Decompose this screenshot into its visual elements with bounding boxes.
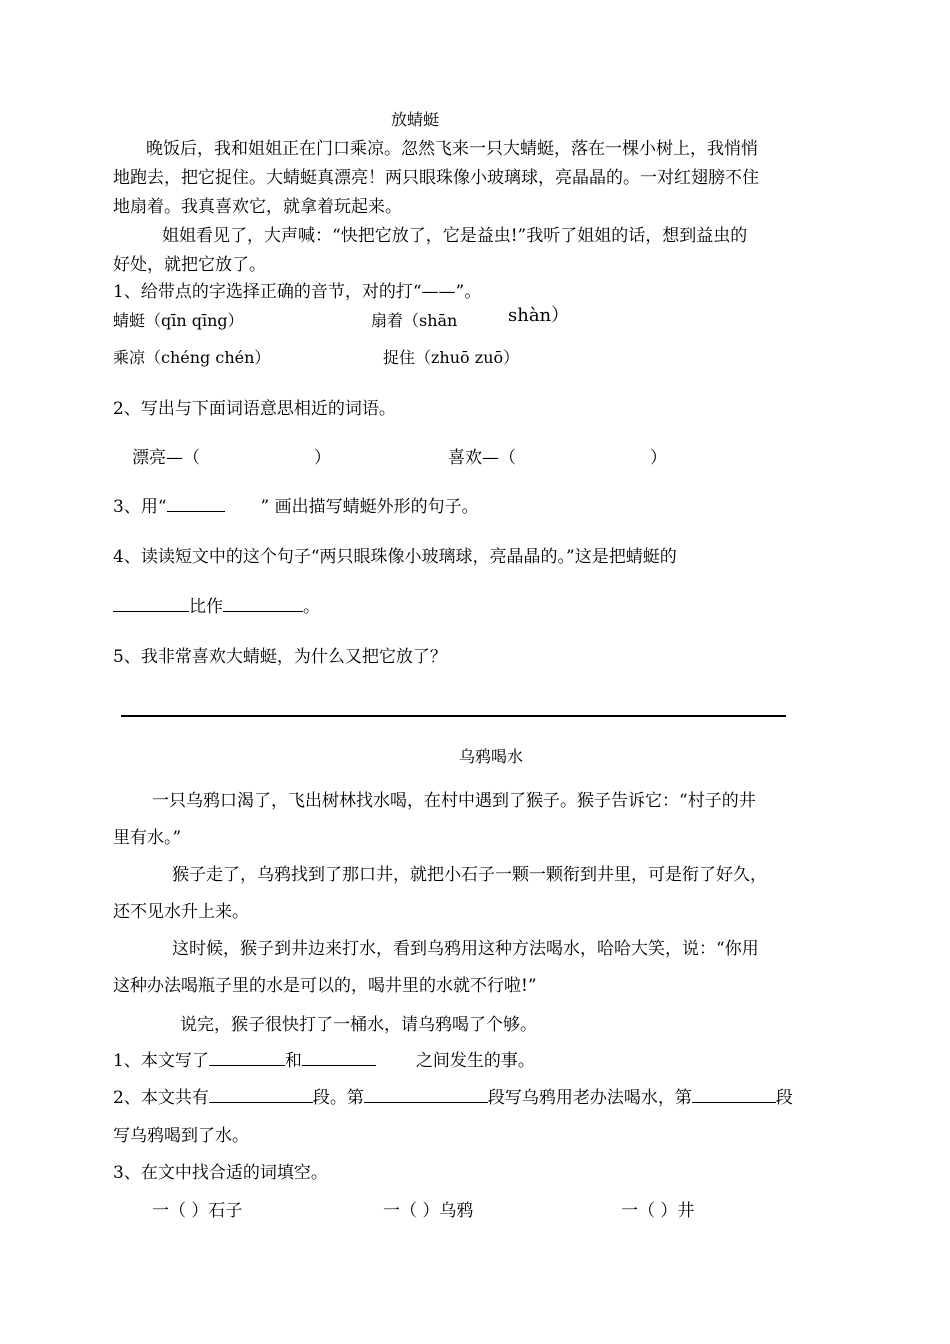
passage2-q1-mid: 和 (284, 1051, 302, 1071)
passage2-q3-c: 一（ ）井 (621, 1201, 695, 1221)
passage1-q2-b-left: 喜欢—（ (448, 448, 516, 468)
passage1-q4-blank1[interactable] (113, 595, 189, 612)
passage2-title: 乌鸦喝水 (459, 747, 524, 766)
passage1-q2-a-left: 漂亮—（ (132, 448, 200, 468)
passage1-q3-suffix: ” 画出描写蜻蜓外形的句子。 (260, 497, 479, 517)
passage2-q1-prefix: 1、本文写了 (113, 1051, 209, 1071)
passage1-q4-mid: 比作 (189, 597, 223, 617)
passage1-q4-text: 4、读读短文中的这个句子“两只眼珠像小玻璃球，亮晶晶的。”这是把蜻蜓的 (113, 547, 677, 567)
passage1-q2-b-right: ） (650, 448, 667, 468)
passage1-q5-text: 5、我非常喜欢大蜻蜓，为什么又把它放了？ (113, 647, 447, 667)
passage1-para1-line2: 地跑去，把它捉住。大蜻蜓真漂亮！两只眼珠像小玻璃球，亮晶晶的。一对红翅膀不住 (113, 168, 759, 188)
passage2-q1-blank2[interactable] (302, 1049, 376, 1066)
passage2-q2-blank3[interactable] (692, 1086, 776, 1103)
passage2-q2-line2: 写乌鸦喝到了水。 (113, 1126, 249, 1146)
passage2-q2-p3: 段 (775, 1088, 793, 1108)
passage2-q3-a: 一（ ）石子 (152, 1201, 243, 1221)
passage2-q2-p2: 段写乌鸦用老办法喝水，第 (487, 1088, 692, 1108)
passage1-para2-line2: 好处，就把它放了。 (113, 255, 266, 275)
passage2-q1-suffix: 之间发生的事。 (415, 1051, 535, 1071)
passage2-para1-line2: 里有水。” (113, 828, 182, 848)
passage2-para3-line2: 这种办法喝瓶子里的水是可以的，喝井里的水就不行啦!” (113, 976, 537, 996)
passage1-q1-text: 1、给带点的字选择正确的音节，对的打“——”。 (113, 282, 482, 302)
passage2-q2-p1: 段。第 (312, 1088, 364, 1108)
passage1-q4-end: 。 (303, 597, 320, 617)
passage1-q3-prefix: 3、用“ (113, 497, 167, 517)
passage1-q1-row2-b: 捉住（zhuō zuō） (383, 348, 520, 367)
passage2-para1-line1: 一只乌鸦口渴了，飞出树林找水喝，在村中遇到了猴子。猴子告诉它：“村子的井 (152, 791, 756, 811)
passage2-q3-b: 一（ ）乌鸦 (383, 1201, 474, 1221)
passage2-para2-line1: 猴子走了，乌鸦找到了那口井，就把小石子一颗一颗衔到井里，可是衔了好久， (172, 865, 767, 885)
passage2-q1-line (113, 1049, 535, 1073)
passage2-para2-line2: 还不见水升上来。 (113, 902, 249, 922)
passage2-para4: 说完，猴子很快打了一桶水，请乌鸦喝了个够。 (180, 1015, 537, 1035)
passage2-q2-blank2[interactable] (364, 1086, 488, 1103)
passage1-para1-line3: 地扇着。我真喜欢它，就拿着玩起来。 (113, 197, 402, 217)
passage2-q3-text: 3、在文中找合适的词填空。 (113, 1163, 328, 1183)
passage1-q2-a-right: ） (314, 448, 331, 468)
passage2-q2-line (113, 1086, 793, 1110)
passage1-q1-row1-b: 扇着（shān (371, 311, 458, 330)
passage2-q1-blank1[interactable] (209, 1049, 285, 1066)
passage1-q1-row1-a: 蜻蜓（qīn qīng） (113, 311, 244, 330)
passage2-q2-prefix: 2、本文共有 (113, 1088, 209, 1108)
passage1-q3-line (113, 495, 479, 519)
passage1-q2-text: 2、写出与下面词语意思相近的词语。 (113, 399, 396, 419)
passage1-para1-line1: 晚饭后，我和姐姐正在门口乘凉。忽然飞来一只大蜻蜓，落在一棵小树上，我悄悄 (146, 139, 758, 159)
passage1-q1-row2-a: 乘凉（chéng chén） (113, 348, 271, 367)
passage1-q4-blank2[interactable] (223, 595, 303, 612)
passage1-para2-line1: 姐姐看见了，大声喊：“快把它放了，它是益虫!”我听了姐姐的话，想到益虫的 (162, 226, 748, 246)
section-divider (121, 715, 786, 717)
passage1-q3-blank[interactable] (167, 495, 225, 512)
passage2-para3-line1: 这时候，猴子到井边来打水，看到乌鸦用这种方法喝水，哈哈大笑，说：“你用 (172, 939, 759, 959)
passage2-q2-blank1[interactable] (209, 1086, 313, 1103)
passage1-title: 放蜻蜓 (391, 110, 440, 129)
passage1-q1-row1-c: shàn） (508, 305, 570, 326)
passage1-q4-fill-line (113, 595, 320, 619)
